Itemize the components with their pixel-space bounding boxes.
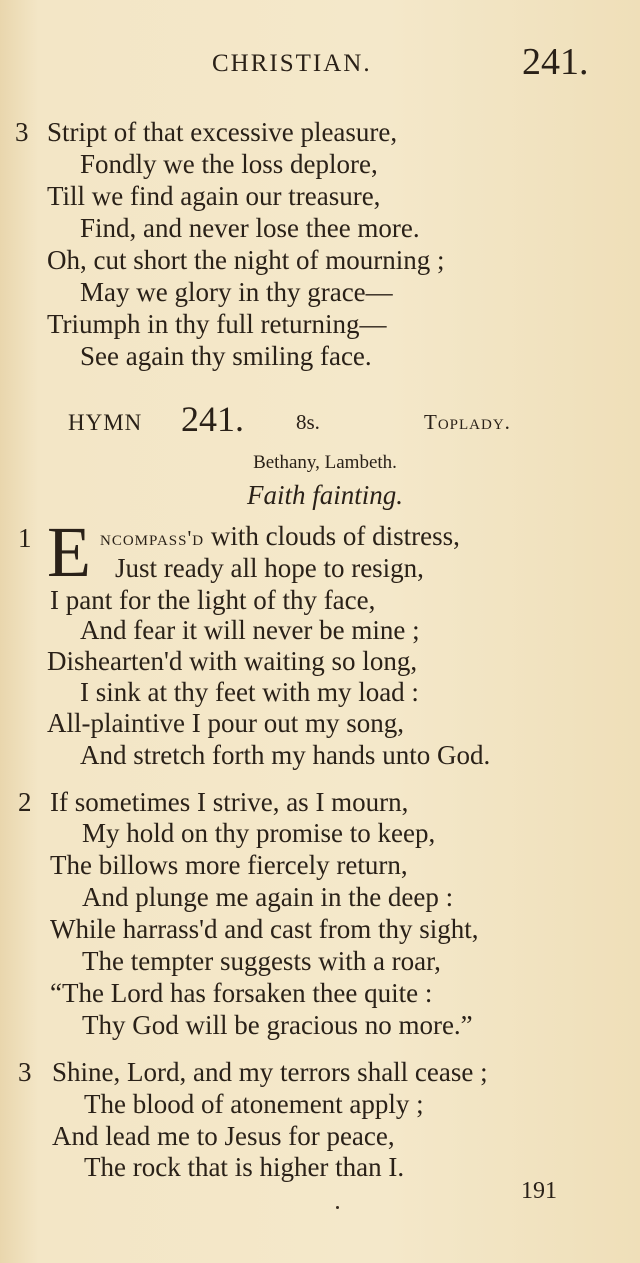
verse-line: Dishearten'd with waiting so long, (47, 646, 418, 676)
verse-line: If sometimes I strive, as I mourn, (50, 787, 409, 817)
verse-line: The blood of atonement apply ; (84, 1089, 424, 1119)
verse-line: And plunge me again in the deep : (82, 882, 454, 912)
verse-line: The rock that is higher than I. (84, 1152, 405, 1182)
hymn-subject: Faith fainting. (246, 480, 403, 510)
verse-line: Thy God will be gracious no more.” (82, 1010, 473, 1040)
verse-line: Shine, Lord, and my terrors shall cease ; (52, 1057, 488, 1087)
verse-number: 3 (18, 1057, 32, 1087)
page-number: 241. (522, 41, 589, 83)
verse-line-first (100, 520, 460, 554)
verse-line: All-plaintive I pour out my song, (47, 708, 404, 738)
running-title: CHRISTIAN. (212, 50, 372, 77)
verse-line: See again thy smiling face. (80, 341, 372, 371)
verse-line: Stript of that excessive pleasure, (47, 117, 398, 147)
ink-speck (336, 1206, 339, 1209)
verse-line: And fear it will never be mine ; (80, 615, 420, 645)
verse-line: The tempter suggests with a roar, (82, 946, 441, 976)
hymn-author: Toplady. (424, 410, 511, 434)
hymn-label: HYMN (68, 410, 143, 435)
tune-names: Bethany, Lambeth. (253, 452, 397, 473)
verse-number: 3 (15, 117, 29, 147)
hymn-meter: 8s. (296, 410, 320, 434)
verse-line: And lead me to Jesus for peace, (52, 1121, 395, 1151)
verse-line: Till we find again our treasure, (47, 181, 381, 211)
verse-number: 2 (18, 787, 32, 817)
verse-line: The billows more fiercely return, (50, 850, 408, 880)
printer-signature: 191 (521, 1178, 557, 1204)
verse-line: My hold on thy promise to keep, (82, 818, 436, 848)
verse-line: “The Lord has forsaken thee quite : (50, 978, 433, 1008)
verse-line: While harrass'd and cast from thy sight, (50, 914, 479, 944)
verse-line: Just ready all hope to resign, (115, 553, 424, 583)
verse-line: May we glory in thy grace— (80, 277, 393, 307)
first-word-rest: ncompass'd (100, 526, 205, 550)
verse-number: 1 (18, 523, 32, 553)
verse-line: Triumph in thy full returning— (47, 309, 387, 339)
verse-line: Find, and never lose thee more. (80, 213, 420, 243)
verse-line: Fondly we the loss deplore, (80, 149, 378, 179)
verse-line: And stretch forth my hands unto God. (80, 740, 491, 770)
hymn-number: 241. (181, 399, 244, 439)
verse-line: Oh, cut short the night of mourning ; (47, 245, 445, 275)
hymn-heading (0, 398, 640, 442)
verse-line: I pant for the light of thy face, (50, 585, 376, 615)
drop-cap: E (47, 512, 91, 592)
verse-line: I sink at thy feet with my load : (80, 677, 419, 707)
page-header (0, 40, 640, 84)
first-line-rest: with clouds of distress, (204, 521, 460, 551)
